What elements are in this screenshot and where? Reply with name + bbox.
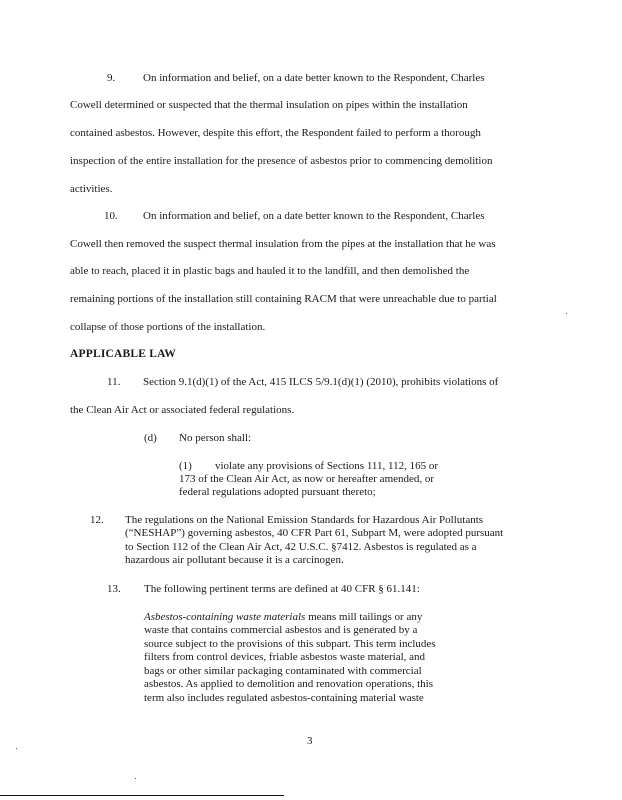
text-line: waste that contains commercial asbestos and is generated by a	[144, 624, 418, 636]
scan-speck	[135, 778, 136, 779]
defined-term: Asbestos-containing waste materials	[144, 611, 306, 623]
text-line: asbestos. As applied to demolition and renovation operations, this	[144, 678, 434, 690]
definition-text: means mill tailings or any	[305, 611, 423, 623]
text-line: (“NESHAP”) governing asbestos, 40 CFR Part 61, Subpart M, were adopted pursuant	[125, 527, 504, 539]
text-line: the Clean Air Act or associated federal regulations.	[70, 404, 295, 416]
subsection-label: (d)	[144, 432, 157, 444]
scan-edge-line	[0, 795, 284, 796]
text-line: On information and belief, on a date better known to the Respondent, Charles	[143, 72, 485, 84]
definition-line	[144, 611, 422, 624]
page-number: 3	[307, 735, 313, 747]
text-line: contained asbestos. However, despite this effort, the Respondent failed to perform a thorough	[70, 127, 481, 139]
paragraph-number: 10.	[104, 210, 118, 222]
text-line: Cowell then removed the suspect thermal insulation from the pipes at the installation that he was	[70, 238, 496, 250]
text-line: filters from control devices, friable asbestos waste material, and	[144, 651, 426, 663]
subsection-label: (1)	[179, 460, 192, 472]
paragraph-number: 12.	[90, 514, 104, 526]
text-line: The following pertinent terms are defined at 40 CFR § 61.141:	[144, 583, 420, 595]
paragraph-number: 13.	[107, 583, 121, 595]
paragraph-number: 11.	[107, 376, 121, 388]
text-line: source subject to the provisions of this subpart. This term includes	[144, 638, 436, 650]
text-line: remaining portions of the installation still containing RACM that were unreachable due to partial	[70, 293, 497, 305]
text-line: On information and belief, on a date better known to the Respondent, Charles	[143, 210, 485, 222]
text-line: violate any provisions of Sections 111, 112, 165 or	[215, 460, 439, 472]
text-line: Section 9.1(d)(1) of the Act, 415 ILCS 5/9.1(d)(1) (2010), prohibits violations of	[143, 376, 499, 388]
text-line: inspection of the entire installation for the presence of asbestos prior to commencing demolition	[70, 155, 493, 167]
paragraph-number: 9.	[107, 72, 116, 84]
text-line: 173 of the Clean Air Act, as now or hereafter amended, or	[179, 473, 435, 485]
text-line: term also includes regulated asbestos-containing material waste	[144, 692, 424, 704]
text-line: federal regulations adopted pursuant thereto;	[179, 486, 376, 498]
text-line: bags or other similar packaging contaminated with commercial	[144, 665, 422, 677]
scan-speck	[16, 748, 17, 749]
text-line: The regulations on the National Emission Standards for Hazardous Air Pollutants	[125, 514, 484, 526]
scan-speck	[566, 313, 567, 314]
text-line: hazardous air pollutant because it is a carcinogen.	[125, 554, 344, 566]
text-line: to Section 112 of the Clean Air Act, 42 U.S.C. §7412. Asbestos is regulated as a	[125, 541, 477, 553]
text-line: collapse of those portions of the installation.	[70, 321, 266, 333]
text-line: able to reach, placed it in plastic bags and hauled it to the landfill, and then demolished the	[70, 265, 470, 277]
text-line: activities.	[70, 183, 113, 195]
section-heading: APPLICABLE LAW	[70, 348, 176, 360]
text-line: No person shall:	[179, 432, 252, 444]
text-line: Cowell determined or suspected that the thermal insulation on pipes within the installation	[70, 99, 468, 111]
